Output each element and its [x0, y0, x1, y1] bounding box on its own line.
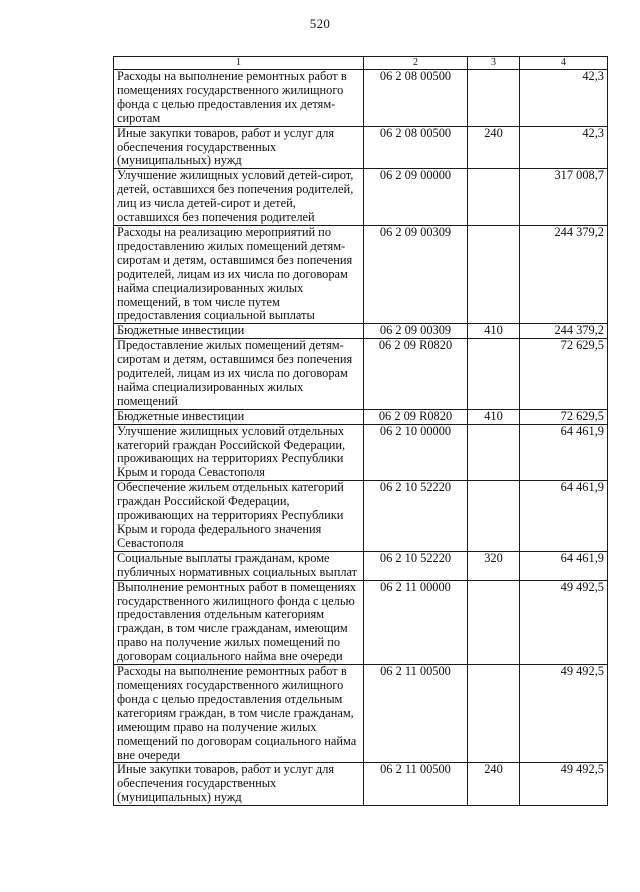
row-code: 06 2 09 R0820 [364, 409, 468, 424]
row-type [468, 580, 520, 664]
table-row [114, 409, 608, 424]
table-row [114, 70, 608, 127]
row-code: 06 2 09 R0820 [364, 339, 468, 410]
row-name: Бюджетные инвестиции [114, 409, 364, 424]
row-code: 06 2 11 00000 [364, 580, 468, 664]
row-code: 06 2 09 00000 [364, 169, 468, 226]
row-type [468, 169, 520, 226]
row-type: 410 [468, 324, 520, 339]
row-code: 06 2 10 00000 [364, 424, 468, 481]
row-sum: 244 379,2 [520, 324, 608, 339]
row-type: 240 [468, 763, 520, 806]
row-sum: 317 008,7 [520, 169, 608, 226]
row-type [468, 481, 520, 552]
row-code: 06 2 10 52220 [364, 481, 468, 552]
row-type [468, 339, 520, 410]
row-type [468, 70, 520, 127]
row-type: 410 [468, 409, 520, 424]
row-name: Расходы на выполнение ремонтных работ в помещениях государственного жилищного фонда с целью предоставления их детям-сиротам [114, 70, 364, 127]
row-type [468, 225, 520, 323]
row-code: 06 2 09 00309 [364, 324, 468, 339]
table-row [114, 481, 608, 552]
row-sum: 42,3 [520, 126, 608, 169]
row-name: Бюджетные инвестиции [114, 324, 364, 339]
table-row [114, 580, 608, 664]
row-type [468, 665, 520, 763]
row-name: Обеспечение жильем отдельных категорий граждан Российской Федерации, проживающих на территориях Республики Крым и города федерального значения Севастополя [114, 481, 364, 552]
row-sum: 49 492,5 [520, 580, 608, 664]
row-name: Расходы на реализацию мероприятий по предоставлению жилых помещений детям-сиротам и детям, оставшимся без попечения родителей, лицам из их числа по договорам найма специализированных жилых помещений, в том числе путем предоставления социальной выплаты [114, 225, 364, 323]
header-row [114, 57, 608, 70]
row-code: 06 2 11 00500 [364, 665, 468, 763]
header-col-sum: 4 [520, 57, 608, 70]
row-code: 06 2 09 00309 [364, 225, 468, 323]
table-row [114, 424, 608, 481]
row-sum: 64 461,9 [520, 481, 608, 552]
row-name: Улучшение жилищных условий отдельных категорий граждан Российской Федерации, проживающих на территориях Республики Крым и города Севастополя [114, 424, 364, 481]
row-name: Иные закупки товаров, работ и услуг для обеспечения государственных (муниципальных) нужд [114, 126, 364, 169]
header-col-code: 2 [364, 57, 468, 70]
row-sum: 49 492,5 [520, 763, 608, 806]
row-name: Иные закупки товаров, работ и услуг для обеспечения государственных (муниципальных) нужд [114, 763, 364, 806]
table-header [114, 57, 608, 70]
row-type: 240 [468, 126, 520, 169]
table-row [114, 126, 608, 169]
row-name: Улучшение жилищных условий детей-сирот, детей, оставшихся без попечения родителей, лиц из числа детей-сирот и детей, оставшихся без попечения родителей [114, 169, 364, 226]
row-sum: 72 629,5 [520, 339, 608, 410]
row-sum: 64 461,9 [520, 551, 608, 580]
row-sum: 244 379,2 [520, 225, 608, 323]
row-name: Социальные выплаты гражданам, кроме публичных нормативных социальных выплат [114, 551, 364, 580]
header-col-name: 1 [114, 57, 364, 70]
table-body [114, 70, 608, 806]
row-code: 06 2 08 00500 [364, 126, 468, 169]
table-row [114, 551, 608, 580]
row-sum: 64 461,9 [520, 424, 608, 481]
row-sum: 72 629,5 [520, 409, 608, 424]
row-sum: 42,3 [520, 70, 608, 127]
row-type [468, 424, 520, 481]
row-type: 320 [468, 551, 520, 580]
page-number: 520 [309, 16, 331, 31]
table-row [114, 763, 608, 806]
row-code: 06 2 11 00500 [364, 763, 468, 806]
row-code: 06 2 10 52220 [364, 551, 468, 580]
header-col-type: 3 [468, 57, 520, 70]
table-row [114, 665, 608, 763]
budget-table [113, 56, 608, 806]
row-sum: 49 492,5 [520, 665, 608, 763]
table-row [114, 324, 608, 339]
table-row [114, 225, 608, 323]
table-row [114, 339, 608, 410]
row-name: Расходы на выполнение ремонтных работ в помещениях государственного жилищного фонда с целью предоставления отдельным категориям граждан, в том числе гражданам, имеющим право на получение жилых помещений по договорам социального найма вне очереди [114, 665, 364, 763]
row-code: 06 2 08 00500 [364, 70, 468, 127]
table-row [114, 169, 608, 226]
row-name: Выполнение ремонтных работ в помещениях государственного жилищного фонда с целью предоставления отдельным категориям граждан, в том числе гражданам, имеющим право на получение жилых помещений по договорам социального найма вне очереди [114, 580, 364, 664]
row-name: Предоставление жилых помещений детям-сиротам и детям, оставшимся без попечения родителей, лицам из их числа по договорам найма специализированных жилых помещений [114, 339, 364, 410]
